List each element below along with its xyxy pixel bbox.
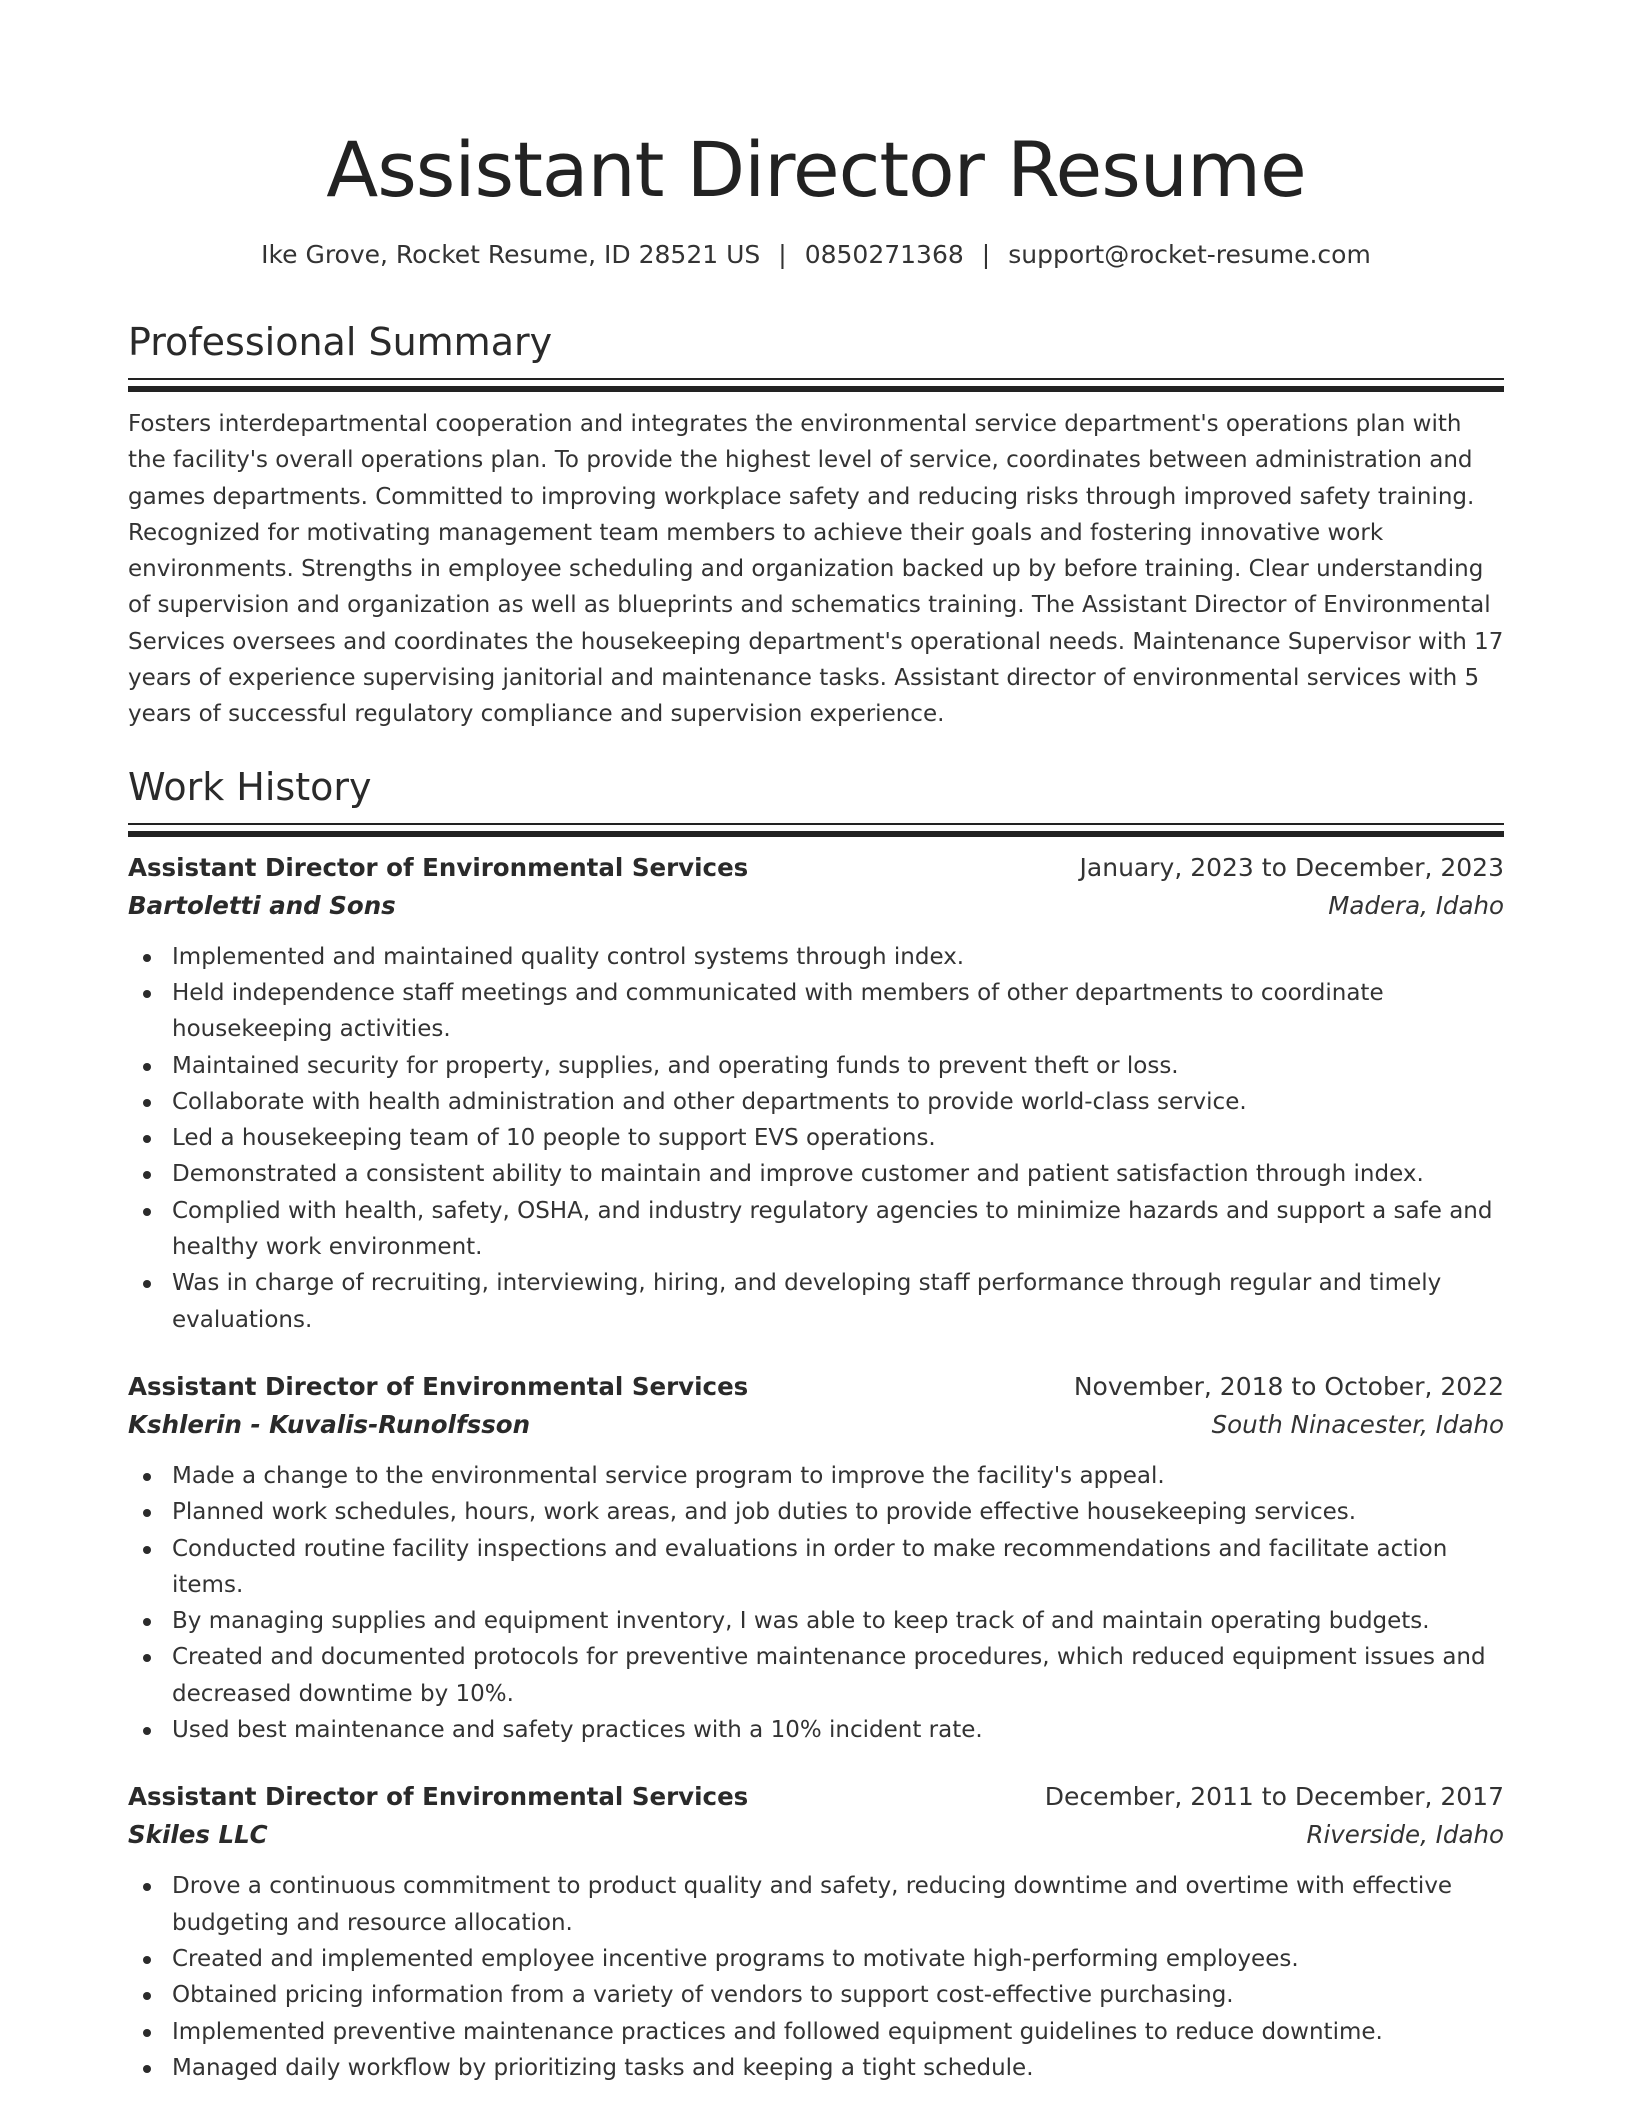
job-dates: December, 2011 to December, 2017: [1044, 1782, 1504, 1812]
job-bullet: Implemented and maintained quality control systems through index.: [172, 939, 1504, 975]
job-bullet: Was in charge of recruiting, interviewing, hiring, and developing staff performance through regular and timely evaluations.: [172, 1265, 1504, 1338]
job-bullet-list: [128, 939, 1504, 1338]
summary-section: [128, 318, 1504, 733]
job-bullet: Created and documented protocols for preventive maintenance procedures, which reduced equipment issues and decreased downtime by 10%.: [172, 1639, 1504, 1712]
job-bullet: Made a change to the environmental service program to improve the facility's appeal.: [172, 1458, 1504, 1494]
job-company: Skiles LLC: [128, 1820, 268, 1850]
job-bullet: Created and implemented employee incentive programs to motivate high-performing employees.: [172, 1941, 1504, 1977]
section-rule-thick: [128, 386, 1504, 392]
contact-address: Ike Grove, Rocket Resume, ID 28521 US: [261, 240, 761, 269]
job-header-row: [128, 1368, 1504, 1406]
job-bullet: Demonstrated a consistent ability to maintain and improve customer and patient satisfaction through index.: [172, 1156, 1504, 1192]
job-company: Bartoletti and Sons: [128, 890, 396, 920]
job-header-row: [128, 1778, 1504, 1816]
job-bullet: Led a housekeeping team of 10 people to support EVS operations.: [172, 1120, 1504, 1156]
work-history-section: [128, 763, 1504, 2086]
contact-phone: 0850271368: [804, 240, 964, 269]
job-bullet-list: [128, 1458, 1504, 1748]
section-heading-summary: Professional Summary: [128, 320, 553, 364]
job-title: Assistant Director of Environmental Services: [128, 1782, 749, 1812]
contact-email[interactable]: support@rocket-resume.com: [1008, 240, 1371, 269]
job-company-row: [128, 1406, 1504, 1444]
job-entry: [128, 1368, 1504, 1748]
section-heading-work-history: Work History: [128, 764, 372, 809]
job-location: South Ninacester, Idaho: [1211, 1409, 1504, 1439]
job-header-row: [128, 849, 1504, 887]
job-bullet: Drove a continuous commitment to product quality and safety, reducing downtime and overtime with effective budgeting and resource allocation.: [172, 1868, 1504, 1941]
contact-separator: |: [981, 240, 991, 269]
job-title: Assistant Director of Environmental Services: [128, 1371, 749, 1401]
summary-text: Fosters interdepartmental cooperation and integrates the environmental service department's operations plan with the facility's overall operations plan. To provide the highest level of service, coordinates between administration and games departments. Committed to improving workplace safety and reducing risks through improved safety training. Recognized for motivating management team members to achieve their goals and fostering innovative work environments. Strengths in employee scheduling and organization backed up by before training. Clear understanding of supervision and organization as well as blueprints and schematics training. The Assistant Director of Environmental Services oversees and coordinates the housekeeping department's operational needs. Maintenance Supervisor with 17 years of experience supervising janitorial and maintenance tasks. Assistant director of environmental services with 5 years of successful regulatory compliance and supervision experience.: [128, 411, 1504, 728]
job-bullet: Held independence staff meetings and communicated with members of other departments to coordinate housekeeping activities.: [172, 975, 1504, 1048]
job-company: Kshlerin - Kuvalis-Runolfsson: [128, 1409, 531, 1439]
job-bullet: By managing supplies and equipment inventory, I was able to keep track of and maintain operating budgets.: [172, 1603, 1504, 1639]
job-bullet: Complied with health, safety, OSHA, and industry regulatory agencies to minimize hazards and support a safe and healthy work environment.: [172, 1193, 1504, 1266]
section-rule: [128, 823, 1504, 825]
job-location: Riverside, Idaho: [1306, 1820, 1504, 1850]
job-bullet: Implemented preventive maintenance practices and followed equipment guidelines to reduce downtime.: [172, 2014, 1504, 2050]
job-location: Madera, Idaho: [1328, 890, 1504, 920]
job-bullet: Conducted routine facility inspections and evaluations in order to make recommendations and facilitate action items.: [172, 1531, 1504, 1604]
job-company-row: [128, 887, 1504, 925]
job-bullet: Maintained security for property, supplies, and operating funds to prevent theft or loss.: [172, 1048, 1504, 1084]
job-bullet: Collaborate with health administration and other departments to provide world-class service.: [172, 1084, 1504, 1120]
job-dates: January, 2023 to December, 2023: [1079, 852, 1504, 882]
job-bullet: Planned work schedules, hours, work areas, and job duties to provide effective housekeeping services.: [172, 1494, 1504, 1530]
contact-separator: |: [778, 240, 787, 269]
job-dates: November, 2018 to October, 2022: [1073, 1371, 1504, 1401]
resume-title: Assistant Director Resume: [326, 125, 1306, 214]
section-rule-thick: [128, 831, 1504, 837]
contact-line: [128, 238, 1504, 272]
job-entry: [128, 849, 1504, 1338]
job-bullet: Used best maintenance and safety practices with a 10% incident rate.: [172, 1712, 1504, 1748]
job-title: Assistant Director of Environmental Services: [128, 852, 749, 882]
job-bullet: Obtained pricing information from a variety of vendors to support cost-effective purchasing.: [172, 1977, 1504, 2013]
job-entry: [128, 1778, 1504, 2086]
job-bullet-list: [128, 1868, 1504, 2086]
section-rule: [128, 378, 1504, 380]
job-bullet: Managed daily workflow by prioritizing tasks and keeping a tight schedule.: [172, 2050, 1504, 2086]
resume-page: [128, 0, 1504, 2086]
job-company-row: [128, 1816, 1504, 1854]
